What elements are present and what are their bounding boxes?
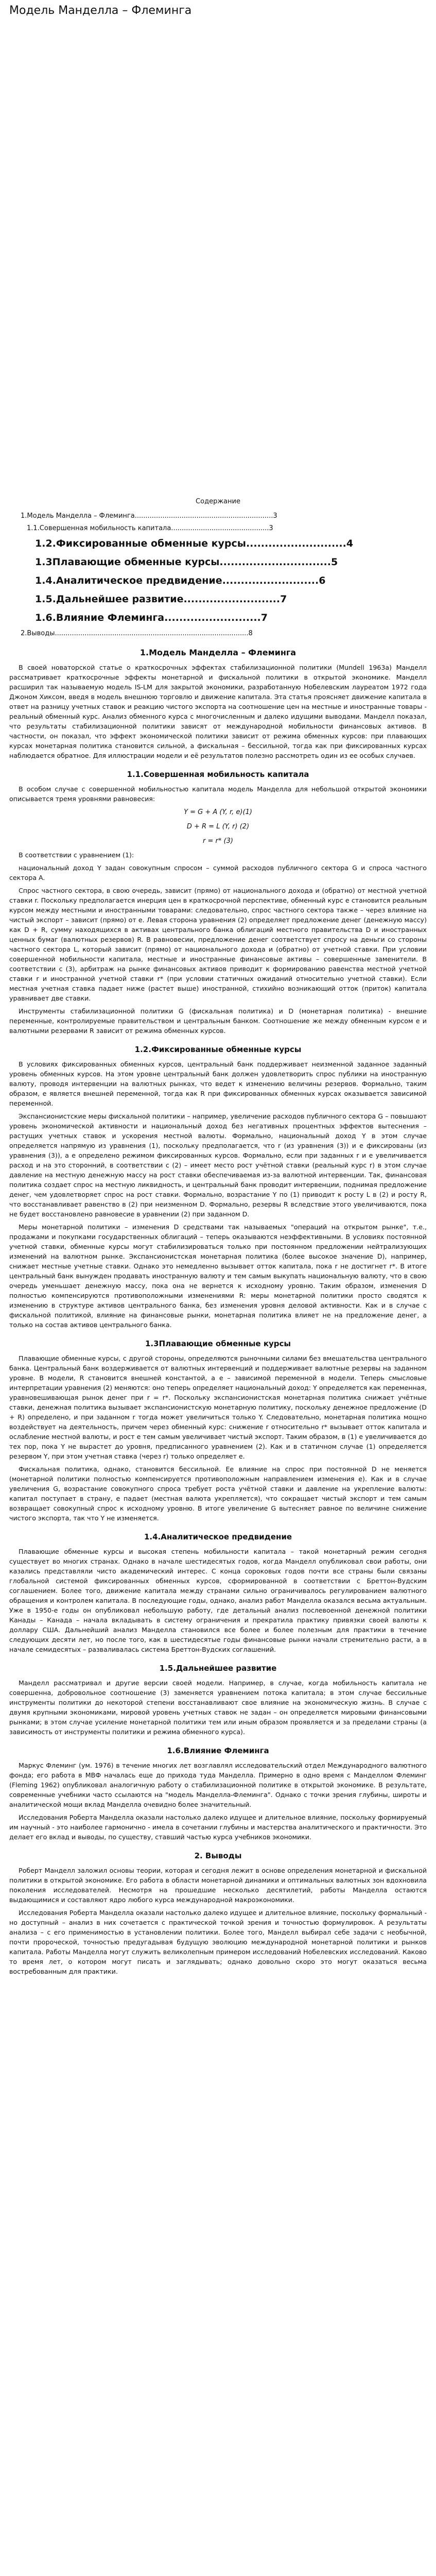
blank-space bbox=[9, 24, 427, 498]
equation: D + R = L (Y, r) (2) bbox=[186, 823, 250, 831]
section-heading: 1.3Плавающие обменные курсы bbox=[145, 1339, 291, 1348]
toc-item[interactable]: 1.5.Дальнейшее развитие..........................7 bbox=[35, 594, 287, 605]
paragraph: Спрос частного сектора, в свою очередь, зависит (прямо) от национального дохода и (обратно) от местной учетной ставки r. Поскольку предполагается инерция цен в краткосрочной перспективе, обменный курс e становится реальным курсом между местными и иностранными товарами: следовательно, спрос частного сектора также – через влияние на чистый экспорт – зависит (прямо) от e. Левая сторона уравнения (2) определяет предложение денег (денежную массу) как D + R, сумму находящихся в активах центрального банка облигаций местного правительства D и иностранных ценных бумаг (валютных резервов) R. В равновесии, предложение денег соответствует спросу на деньги со стороны частного сектора L, который зависит (прямо) от национального дохода и (обратно) от учетной ставки. При условии совершенной мобильности капитала, местные и иностранные финансовые активы – совершенные заменители. В соответствии с (3), арбитраж на рынке финансовых активов приводит к формированию равенства местной учетной ставки r и иностранной учетной ставки r* (при условии статичных ожиданий относительно учетной ставки). Если местная учетная ставка падает ниже (растет выше) иностранной, стихийно возникающий отток (приток) капитала уравнивает две ставки. bbox=[9, 887, 427, 1002]
paragraph: В соответствии с уравнением (1): bbox=[19, 851, 134, 859]
paragraph: Меры монетарной политики – изменения D средствами так называемых "операций на открытом рынке", т.е., продажами и покупками государственных облигаций – теперь оказываются неэффективными. В условиях постоянной учетной ставки, обменные курсы могут стабилизироваться только при постоянном предложении нейтрализующих изменений на валютном рынке. Экспансионистская монетарная политика (более высокое значение D), например, снижает местные учетные ставки. Однако это немедленно вызывает отток капитала, пока r не достигнет r*. В итоге центральный банк вынужден продавать иностранную валюту и тем самым выкупать национальную валюту, что в свою очередь уменьшает денежную массу, пока она не вернется к исходному уровню. Таким образом, изменения D полностью компенсируются противоположными изменениями R: меры монетарной политики просто сводятся к изменению в структуре активов центрального банка, без изменения уровня деловой активности. Как и в случае с фискальной политикой, влияние на финансовые рынки, монетарная политика влияет не на предложение денег, а только на состав активов центрального банка. bbox=[9, 1223, 427, 1329]
section-heading: 1.6.Влияние Флеминга bbox=[167, 1746, 269, 1755]
paragraph: Экспансионистские меры фискальной политики – например, увеличение расходов публичного сектора G – повышают уровень экономической активности и национальный доход без негативных процентных эффектов вытеснения – растущих учетных ставок и ускорения местной валюты. Формально, национальный доход Y в этом случае определяется напрямую из уравнения (1), поскольку предполагается, что r (из уравнения (3)) и e фиксированы (из уравнения (3)), а e определено режимом фиксированных курсов. Формально, если при заданных r и e увеличивается расход и на это сторонний, в соответствии с (2) – имеет место рост учётной ставки (реальный курс r) в этом случае давление на местную денежную массу на рост ставки обеспечиваемая из-за валютной интервенции. Так, финансовая политика создает спрос на местную ликвидность, и центральный банк проводит интервенции, поднимая предложение денег, чем удовлетворяет спрос на рост ставки. Формально, возрастание Y по (1) приводит к росту L в (2) и росту R, что восстанавливает равенство в (2) при неизменном D. Формально, резервы R вследствие этого увеличиваются, пока не будет восстановлено равновесие в уравнении (2) при заданном D. bbox=[9, 1112, 427, 1218]
toc-item[interactable]: 1.2.Фиксированные обменные курсы...........................4 bbox=[35, 538, 354, 549]
toc-heading: Содержание bbox=[196, 498, 240, 505]
document-page bbox=[0, 3, 436, 2576]
equation: r = r* (3) bbox=[203, 837, 233, 845]
paragraph: Фискальная политика, однако, становится бессильной. Ее влияние на спрос при постоянной D не меняется (монетарной политики полностью компенсируется противоположным направлением изменения e). Как и в случае увеличения G, возрастание совокупного спроса требует роста учётной ставки и давление на укрепление валюты: капитал поступает в страну, e падает (местная валюта укрепляется), что сокращает чистый экспорт и тем самым возвращает совокупный спрос к исходному уровню. В итоге увеличение G вытесняет равное по величине снижение чистого экспорта, так что Y не изменяется. bbox=[9, 1465, 427, 1522]
paragraph: Маркус Флеминг (ум. 1976) в течение многих лет возглавлял исследовательский отдел Международного валютного фонда; его работа в МВФ началась еще до прихода туда Манделла. Примерно в одно время с Манделлом Флеминг (Fleming 1962) опубликовал аналогичную работу о стабилизационной политике в открытой экономике. В результате, современные учебники часто ссылаются на "модель Манделла-Флеминга". Однако с точки зрения глубины, широты и аналитической мощи вклад Манделла очевидно более значительный. bbox=[9, 1761, 427, 1808]
paragraph: В особом случае с совершенной мобильностью капитала модель Манделла для небольшой открытой экономики описывается тремя уровнями равновесия: bbox=[9, 785, 427, 803]
paragraph: Исследования Роберта Манделла оказали настолько далеко идущее и длительное влияние, поскольку формируемый им научный - это наиболее гармонично - имела в сочетании глубины и мастерства аналитического и практичности. Это делает его вклад и выводы, по существу, ставший частью курса учебников экономики. bbox=[9, 1814, 427, 1841]
section-heading: 1.5.Дальнейшее развитие bbox=[159, 1664, 277, 1673]
equation: Y = G + A (Y, r, e)(1) bbox=[184, 808, 252, 816]
paragraph: Плавающие обменные курсы, с другой стороны, определяются рыночными силами без вмешательства центрального банка. Центральный банк воздерживается от валютных интервенций и поддерживает валютные резервы на заданном уровне. В модели, R становится внешней константой, а e – зависимой переменной в модели. Теперь смысловые интерпретации уравнения (2) меняются: оно теперь определяет национальный доход: Y определяется как переменная, уравновешивающая рынок денег при r = r*. Поскольку экспансионистская монетарная политика снижает учётные ставки, денежная политика вызывает экспансионистскую монетарную политику, поскольку денежное предложение (D + R) определено, и при заданном r тогда может увеличиться только Y. Следовательно, монетарная политика мощно воздействует на деятельность, причем через обменный курс: снижение r относительно r* вызывает отток капитала и ослабление местной валюты, и рост e тем самым увеличивает чистый экспорт. Таким образом, в (1) e увеличивается до тех пор, пока Y не вырастет до уровня, предписанного уравнением (2). Как и в статичном случае (1) определяется резервом Y, при этом учетная ставка (через r) только определяет e. bbox=[9, 1354, 427, 1460]
toc-item[interactable]: 1.1.Совершенная мобильность капитала..............................................3 bbox=[27, 524, 273, 532]
toc-item[interactable]: 1.3Плавающие обменные курсы..............................5 bbox=[35, 556, 338, 568]
section-heading: 1.2.Фиксированные обменные курсы bbox=[134, 1045, 302, 1054]
toc-item[interactable]: 2.Выводы...........................................................................................8 bbox=[21, 630, 253, 637]
paragraph: Манделл рассматривал и другие версии своей модели. Например, в случае, когда мобильность капитала не совершенна, добровольное соотношение (3) заменяется уравнением потока капитала; в этом случае бессильные инструменты политики до некоторой степени восстанавливают свое влияние на экономическую жизнь. В случае с двумя крупными экономиками, мировой уровень учетных ставок не задан – он определяется мировыми финансовыми рынками; в этом случае усиление монетарной политики тем или иным образом проявляется и за пределами страны (а зависимость от инструменты политики и режима обменного курса). bbox=[9, 1679, 427, 1736]
toc-item[interactable]: 1.Модель Манделла – Флеминга.................................................................3 bbox=[21, 512, 277, 520]
paragraph: В своей новаторской статье о краткосрочных эффектах стабилизационной политики (Mundell 1963a) Манделл рассматривает краткосрочные эффекты монетарной и фискальной политики в открытой экономике. Манделл расширил так называемую модель IS-LM для закрытой экономики, разработанную Нобелевским лауреатом 1972 года Джоном Хиксом, введя в модель внешнюю торговлю и движение капитала. Эта статья проясняет движение капитала в ответ на разницу учетных ставок и реакцию чистого экспорта на соотношение цен на местные и иностранные товары - реальный обменный курс. Анализ обменного курса с многочисленным и далеко идущими выводами. Манделл показал, что результаты стабилизационной политики зависят от международной мобильности финансовых активов. В частности, он показал, что эффект экономической политики зависит от режима обменных курсов: при плавающих курсах монетарная политика становится сильной, а фискальная – бессильной, тогда как при фиксированных курсах наблюдается обратное. Для иллюстрации модели и её результатов полезно рассмотреть один из ее особых случаев. bbox=[9, 664, 427, 759]
paragraph: Роберт Манделл заложил основы теории, которая и сегодня лежит в основе определения монетарной и фискальной политики в открытой экономике. Его работа в области монетарной динамики и оптимальных валютных зон вдохновила поколения исследователей. Несмотря на прошедшие несколько десятилетий, работы Манделла остаются выдающимися и составляют ядро любого курса международной макроэкономики. bbox=[9, 1867, 427, 1904]
section-heading: 1.4.Аналитическое предвидение bbox=[144, 1532, 292, 1541]
toc-item[interactable]: 1.4.Аналитическое предвидение..........................6 bbox=[35, 575, 326, 586]
toc-item[interactable]: 1.6.Влияние Флеминга..........................7 bbox=[35, 612, 268, 623]
paragraph: В условиях фиксированных обменных курсов, центральный банк поддерживает неизменной заданное заданный уровень обменных курсов. На этом уровне центральный банк должен удовлетворить спрос публики на иностранную валюту, проводя интервенции на валютных рынках, что ведет к изменению величины резервов. Формально, таким образом, e является внешней переменной, тогда как R при фиксированных обменных курсах оказывается зависимой переменной. bbox=[9, 1060, 427, 1107]
paragraph: Плавающие обменные курсы и высокая степень мобильности капитала – такой монетарный режим сегодня существует во многих странах. Однако в начале шестидесятых годов, когда Манделл опубликовал свои работы, они казались представляли чисто академический интерес. С конца сороковых годов почти все страны были связаны глобальной системой фиксированных обменных курсов, сформированной в соответствии с Бреттон-Вудским соглашением. Более того, движение капитала между странами сильно ограничивалось регулированием валютного обращения и контролем капитала. В последующие годы, однако, анализ работ Манделла оказался весьма актуальным. Уже в 1950-е годы он опубликовал небольшую работу, где детальный анализ послевоенной денежной политики Канады – Канада – начала вкладывать в систему ограничения и прекратила практику привязки своей валюты к доллару США. Дальнейший анализ Манделла становился все более и более полезным для практики в течение следующих десяти лет, но после того, как в шестидесятые годы финансовые рынки начали стремительно расти, а в начале семидесятых – разваливалась система Бреттон-Вудских соглашений. bbox=[9, 1548, 427, 1653]
section-heading: 1.1.Совершенная мобильность капитала bbox=[127, 770, 309, 779]
paragraph: Исследования Роберта Манделла оказали настолько далеко идущее и длительное влияние, поскольку формальный - но доступный – анализ в них сочетается с практической точкой зрения и точностью формулировок. А результаты анализа – с его применимостью в установлении политики. Более того, Манделл выбирал себе задачи с необычной, почти пророческой, точностью предугадывая будущую эволюцию международной монетарной политики и рынков капитала. Работы Манделла могут служить великолепным примером исследований Нобелевских исследований. Каково то время лет, о котором могут писать и заглядывать; однако довольно скоро это могут оказаться весьма востребованным для практики. bbox=[9, 1909, 427, 1975]
section-heading: 1.Модель Манделла – Флеминга bbox=[139, 648, 297, 657]
table-of-contents bbox=[9, 498, 427, 638]
section-heading: 2. Выводы bbox=[194, 1851, 242, 1860]
paragraph: Инструменты стабилизационной политики G (фискальная политика) и D (монетарная политика) - внешние переменные, контролируемые правительством и центральным банком. Соотношение же между обменным курсом e и валютными резервами R зависит от режима обменных курсов. bbox=[9, 1007, 427, 1035]
paragraph: национальный доход Y задан совокупным спросом – суммой расходов публичного сектора G и спроса частного сектора A. bbox=[9, 864, 427, 882]
document-title: Модель Манделла – Флеминга bbox=[9, 4, 192, 17]
